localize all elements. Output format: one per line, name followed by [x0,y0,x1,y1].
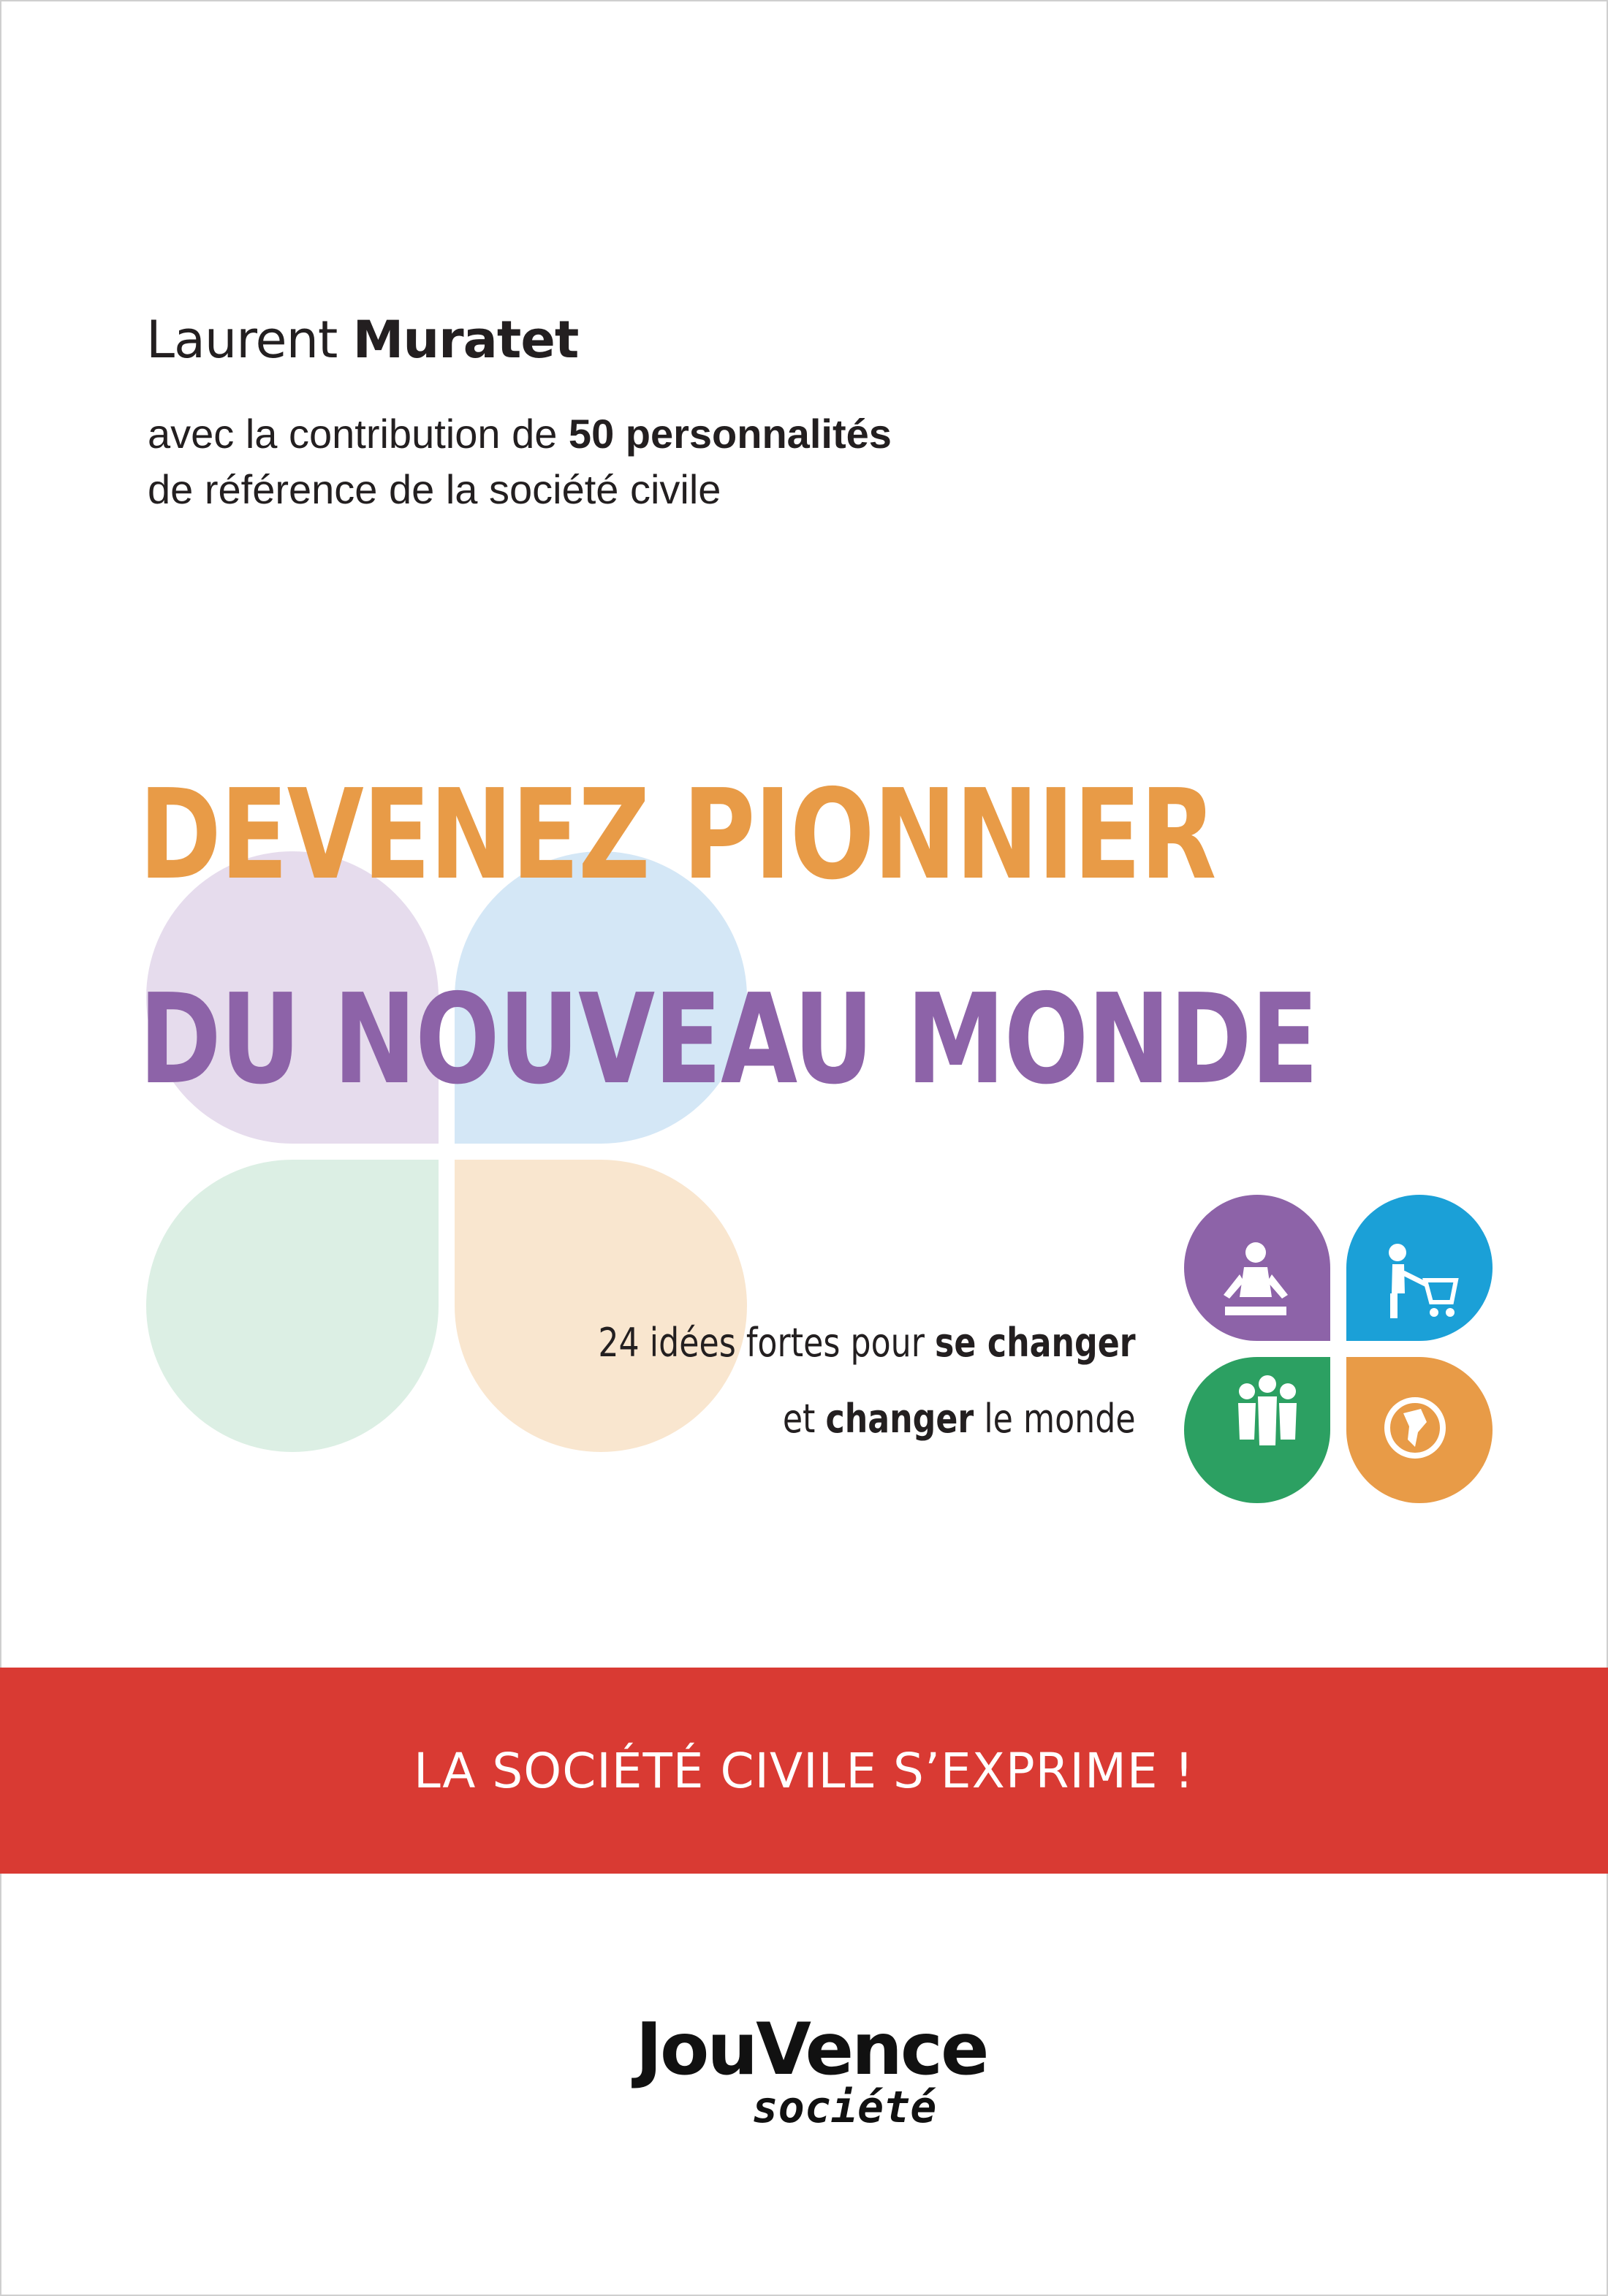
banner-text: LA SOCIÉTÉ CIVILE S’EXPRIME ! [413,1742,1195,1799]
red-banner [0,1668,1608,1874]
tagline-emphasis: changer [825,1396,974,1442]
tagline-text: et [783,1396,826,1442]
tagline-text: le monde [974,1396,1136,1442]
contribution-highlight: 50 personnalités [568,411,892,457]
tagline-emphasis: se changer [935,1320,1136,1366]
people-group-icon [1184,1357,1330,1503]
contribution-line-2: de référence de la société civile [148,466,721,512]
globe-icon [1346,1357,1493,1503]
author-first-name: Laurent [146,310,338,370]
publisher-brand: JouVence [635,2008,987,2091]
title-line-1: DEVENEZ PIONNIER [139,763,1216,908]
title-line-2: DU NOUVEAU MONDE [139,968,1318,1112]
publisher-collection: société [751,2082,937,2133]
tagline-text: 24 idées fortes pour [598,1320,936,1366]
author-last-name: Muratet [352,310,579,370]
meditation-icon [1184,1195,1330,1341]
publisher-logo [621,2008,1001,2133]
contribution-prefix: avec la contribution de [148,411,569,457]
shopping-cart-icon [1346,1195,1493,1341]
